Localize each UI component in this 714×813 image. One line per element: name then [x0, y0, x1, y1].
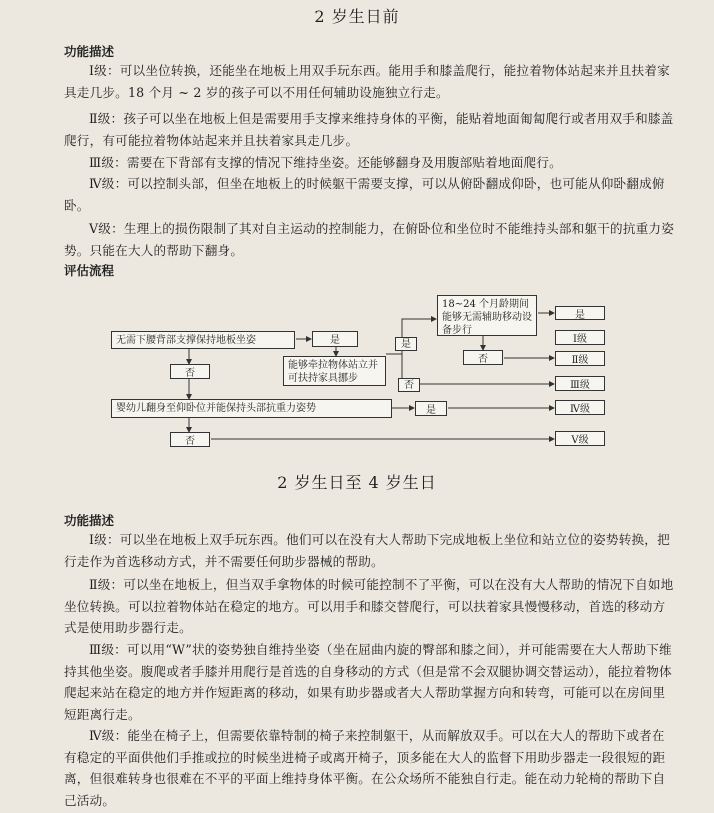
s2-level-1: Ⅰ级：可以坐在地板上双手玩东西。他们可以在没有大人帮助下完成地板上坐位和站立位的姿势转换，把行走作为首选移动方式，并不需要任何助步器械的帮助。: [64, 532, 670, 569]
s1-level-3: Ⅲ级：需要在下背部有支撑的情况下维持坐姿。还能够翻身及用腹部贴着地面爬行。: [89, 155, 562, 170]
section1-title: 2 岁生日前: [314, 7, 400, 26]
s2-level-2: Ⅱ级：可以坐在地板上，但当双手拿物体的时候可能控制不了平衡，可以在没有大人帮助的情况下自如地坐位转换。可以拉着物体站在稳定的地方。可以用手和膝交替爬行，可以扶着家具慢慢移动，首选的移动方式是使用助步器行走。: [64, 577, 674, 635]
s1-level-1: Ⅰ级：可以坐位转换，还能坐在地板上用双手玩东西。能用手和膝盖爬行，能拉着物体站起来并且扶着家具走几步。18 个月 ~ 2 岁的孩子可以不用任何辅助设施独立行走。: [64, 63, 670, 100]
flow-level-4: Ⅳ级: [555, 400, 605, 415]
flow-no-3: 否: [463, 350, 503, 365]
flow-level-3: Ⅲ级: [555, 376, 605, 391]
s2-level-4: Ⅳ级：能坐在椅子上，但需要依靠特制的椅子来控制躯干，从而解放双手。可以在大人的帮助下或者在有稳定的平面供他们手推或拉的时候坐进椅子或离开椅子，顶多能在大人的监督下用助步器走一段很短的距离，但很难转身也很难在不平的平面上维持身体平衡。在公众场所不能独自行走。能在动力轮椅的帮助下自己活动。: [64, 728, 666, 808]
s1-level-2: Ⅱ级：孩子可以坐在地板上但是需要用手支撑来维持身体的平衡，能贴着地面匍匐爬行或者用双手和膝盖爬行，有可能拉着物体站起来并且扶着家具走几步。: [64, 111, 674, 148]
flow-yes-2: 是: [395, 337, 417, 351]
section1-function-heading: 功能描述: [64, 44, 115, 59]
flow-no-2: 否: [398, 378, 420, 392]
flow-level-2: Ⅱ级: [555, 351, 605, 366]
flow-heading: 评估流程: [64, 263, 115, 278]
flow-q3-box: 18~24 个月龄期间能够无需辅助移动设备步行: [437, 295, 537, 336]
flow-q4-box: 婴幼儿翻身至仰卧位并能保持头部抗重力姿势: [111, 399, 392, 418]
flow-q1-box: 无需下腰背部支撑保持地板坐姿: [111, 331, 295, 349]
flow-level-5: Ⅴ级: [555, 431, 605, 446]
flow-yes-4: 是: [415, 401, 447, 416]
s2-level-3: Ⅲ级：可以用“W”状的姿势独自维持坐姿（坐在屈曲内旋的臀部和膝之间），并可能需要在大人帮助下维持其他坐姿。腹爬或者手膝并用爬行是首选的自身移动的方式（但是常不会双腿协调交替运动），能拉着物体爬起来站在稳定的地方并作短距离的移动，如果有助步器或者大人帮助掌握方向和转弯，可能可以在房间里短距离行走。: [64, 642, 672, 722]
flow-no-1: 否: [170, 364, 210, 379]
flow-yes-3: 是: [555, 306, 605, 320]
s1-level-4: Ⅳ级：可以控制头部，但坐在地板上的时候躯干需要支撑，可以从俯卧翻成仰卧，也可能从仰卧翻成俯卧。: [64, 176, 665, 213]
flow-no-4: 否: [170, 432, 210, 447]
section2-title: 2 岁生日至 4 岁生日: [277, 473, 437, 492]
section2-function-heading: 功能描述: [64, 513, 115, 528]
s1-level-5: Ⅴ级：生理上的损伤限制了其对自主运动的控制能力，在俯卧位和坐位时不能维持头部和躯干的抗重力姿势。只能在大人的帮助下翻身。: [64, 221, 675, 258]
flow-q2-box: 能够牵拉物体站立并可扶持家具挪步: [283, 356, 386, 386]
flow-yes-1: 是: [312, 331, 358, 347]
flow-level-1: Ⅰ级: [555, 330, 605, 345]
